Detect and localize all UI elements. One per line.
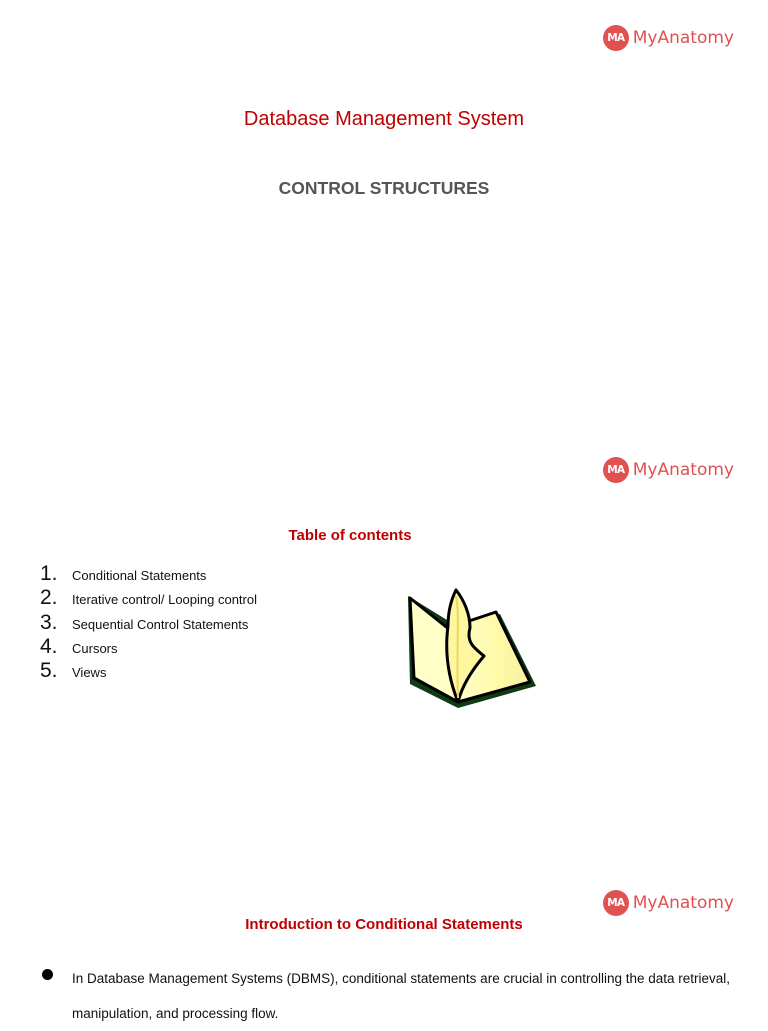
toc-item-label: Conditional Statements: [72, 568, 207, 584]
brand-logo: [603, 456, 734, 484]
toc-item-label: Views: [72, 664, 107, 680]
open-book-icon: [400, 586, 545, 716]
toc-heading: Table of contents: [288, 527, 412, 544]
bullet-icon: [42, 969, 53, 980]
brand-name: MyAnatomy: [632, 893, 734, 913]
toc-item: [40, 657, 257, 681]
toc-item: [40, 633, 257, 657]
toc-item-label: Cursors: [72, 640, 118, 656]
toc-item-label: Sequential Control Statements: [72, 616, 249, 632]
brand-logo: [603, 24, 734, 52]
page-subtitle: CONTROL STRUCTURES: [278, 178, 490, 198]
brand-badge-icon: MA: [603, 890, 629, 916]
toc-item-number: 2.: [40, 586, 58, 610]
toc-item-number: 1.: [40, 562, 58, 586]
section-heading: Introduction to Conditional Statements: [245, 916, 523, 933]
toc-item: [40, 608, 257, 632]
toc-item: [40, 560, 257, 584]
bullet-text: In Database Management Systems (DBMS), conditional statements are crucial in controlling the data retrieval, manipulation, and processing flow.: [72, 971, 731, 1021]
toc-item: [40, 584, 257, 608]
toc-item-number: 5.: [40, 658, 58, 682]
toc-item-label: Iterative control/ Looping control: [72, 592, 257, 608]
brand-badge-icon: MA: [603, 457, 629, 483]
brand-logo: [603, 889, 734, 917]
brand-badge-icon: MA: [603, 25, 629, 51]
brand-name: MyAnatomy: [632, 460, 734, 480]
toc-list: [40, 560, 257, 681]
toc-item-number: 3.: [40, 610, 58, 634]
toc-item-number: 4.: [40, 634, 58, 658]
brand-name: MyAnatomy: [632, 28, 734, 48]
page-title: Database Management System: [243, 108, 525, 130]
